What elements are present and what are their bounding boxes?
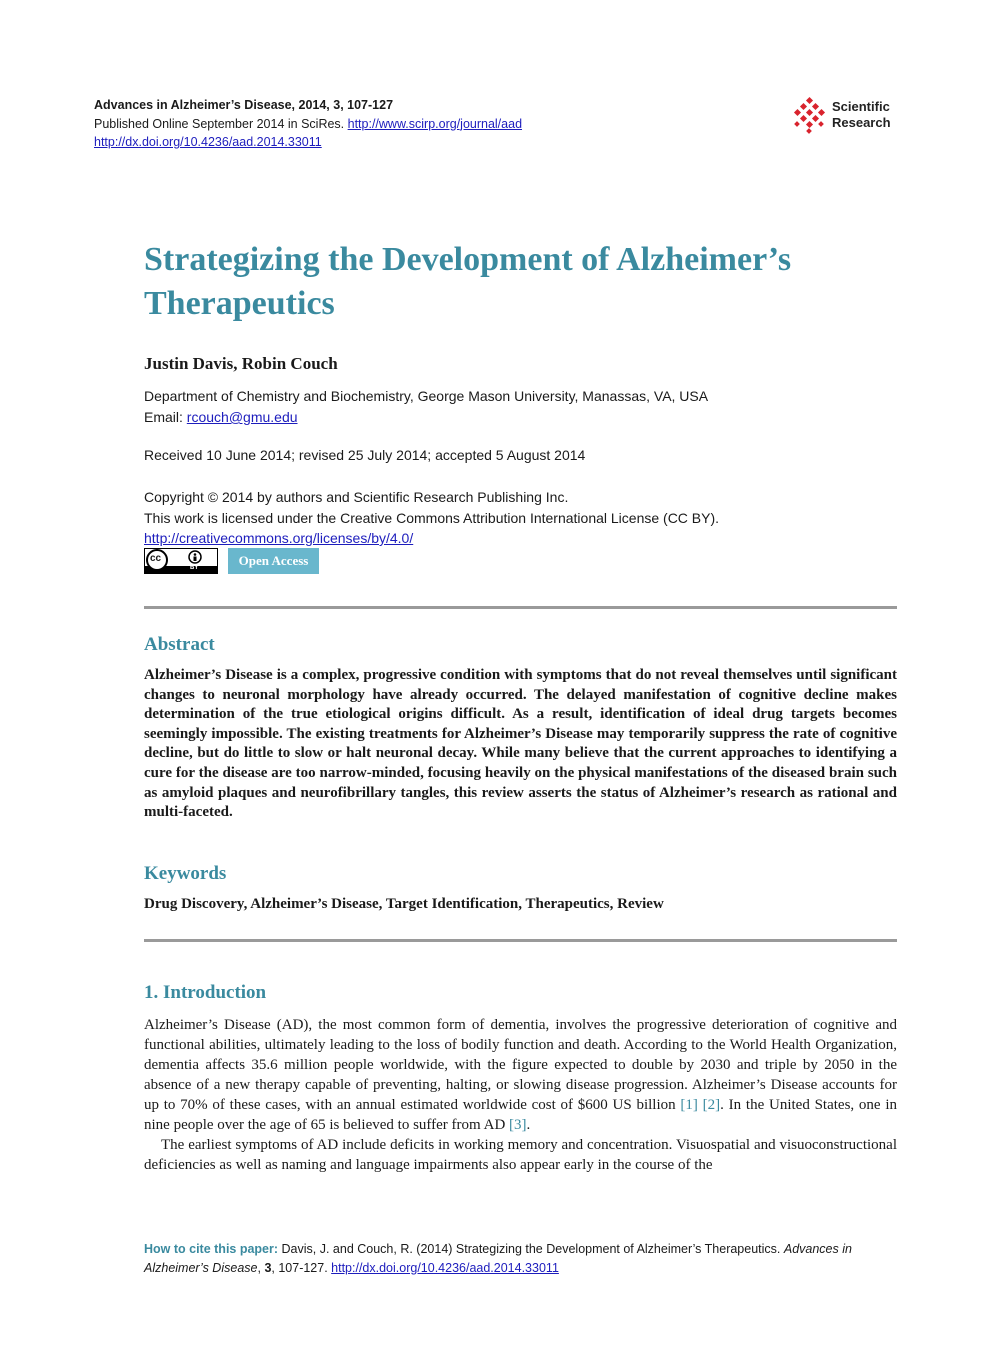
scientific-research-logo [790, 96, 910, 136]
reference-link-3[interactable]: [3] [509, 1117, 527, 1133]
published-line [94, 115, 522, 134]
reference-link-1[interactable]: [1] [680, 1097, 698, 1113]
email-label: Email: [144, 409, 187, 425]
intro-p1-text-b: . In the United States, one in nine people over the age of 65 is believed to suffer from AD [144, 1097, 898, 1133]
introduction-body [144, 1015, 897, 1175]
keywords-heading: Keywords [144, 863, 227, 884]
logo-line-1: Scientific [832, 99, 890, 114]
authors: Justin Davis, Robin Couch [144, 354, 338, 373]
license-url-link[interactable]: http://creativecommons.org/licenses/by/4.0/ [144, 530, 414, 546]
journal-citation-line: Advances in Alzheimer’s Disease, 2014, 3, 107-127 [94, 98, 394, 112]
logo-text [832, 99, 891, 131]
logo-diamonds-icon [790, 96, 830, 136]
affiliation-block [144, 386, 708, 428]
by-text: BY [190, 565, 199, 571]
divider-bottom [144, 939, 897, 942]
published-prefix: Published Online September 2014 in SciRes. [94, 116, 348, 131]
copyright-line: Copyright © 2014 by authors and Scientific Research Publishing Inc. [144, 489, 569, 505]
citation-journal: Advances in Alzheimer’s Disease [144, 1242, 852, 1275]
journal-url-link[interactable]: http://www.scirp.org/journal/aad [347, 116, 523, 131]
license-line: This work is licensed under the Creative Commons Attribution International License (CC BY). [144, 509, 720, 526]
logo-line-2: Research [832, 115, 891, 130]
journal-header [94, 96, 522, 152]
doi-link[interactable]: http://dx.doi.org/10.4236/aad.2014.33011 [94, 135, 322, 149]
divider-top [144, 606, 897, 609]
received-dates: Received 10 June 2014; revised 25 July 2014; accepted 5 August 2014 [144, 447, 586, 463]
affiliation: Department of Chemistry and Biochemistry, George Mason University, Manassas, VA, USA [144, 388, 709, 404]
open-access-badge[interactable]: Open Access [228, 548, 319, 574]
citation-volume: 3 [264, 1260, 272, 1275]
intro-paragraph-2: The earliest symptoms of AD include deficits in working memory and concentration. Visuospatial and visuoconstructional deficiencies as well as naming and language impairments also appear early in the course of the [144, 1137, 897, 1173]
email-line [144, 407, 708, 428]
citation-sep: , [257, 1260, 265, 1275]
email-link[interactable]: rcouch@gmu.edu [186, 409, 298, 425]
cc-by-badge[interactable] [144, 548, 218, 574]
citation-text: Davis, J. and Couch, R. (2014) Strategizing the Development of Alzheimer’s Therapeutics. [278, 1242, 784, 1256]
citation-label: How to cite this paper: [144, 1242, 279, 1256]
cc-text: cc [150, 553, 162, 564]
abstract-heading: Abstract [144, 634, 215, 655]
intro-paragraph-1 [144, 1015, 897, 1135]
citation-footer [144, 1240, 904, 1277]
reference-link-2[interactable]: [2] [702, 1097, 721, 1113]
citation-pages: , 107-127. [271, 1260, 332, 1275]
intro-p1-text-c: . [526, 1117, 531, 1133]
keywords-text: Drug Discovery, Alzheimer’s Disease, Target Identification, Therapeutics, Review [144, 896, 664, 912]
paper-title: Strategizing the Development of Alzheimer’s Therapeutics [144, 241, 792, 322]
abstract-text: Alzheimer’s Disease is a complex, progressive condition with symptoms that do not reveal themselves until significant changes to neuronal morphology have already occurred. The delayed manifestation of cognitive decline makes determination of the true etiological origins difficult. As a result, identification of ideal drug targets becomes seemingly impossible. The existing treatments for Alzheimer’s Disease may temporarily suppress the rate of cognitive decline, but do little to slow or halt neuronal decay. While many believe that the current approaches to identifying a cure for the disease are too narrow-minded, focusing heavily on the physical manifestations of the diseased brain such as amyloid plaques and neurofibrillary tangles, this review asserts the status of Alzheimer’s research as rational and multi-faceted. [144, 667, 897, 821]
copyright-block [144, 487, 719, 549]
intro-p1-text-a: Alzheimer’s Disease (AD), the most common form of dementia, involves the progressive deterioration of cognitive and functional abilities, ultimately leading to the loss of bodily function and death. According to the World Health Organization, dementia affects 35.6 million people worldwide, with the figure expected to double by 2030 and triple by 2050 in the absence of a new therapy capable of preventing, halting, or slowing disease progression. Alzheimer’s Disease accounts for up to 70% of these cases, with an annual estimated worldwide cost of $600 US billion [144, 1017, 897, 1113]
introduction-heading: 1. Introduction [144, 982, 267, 1003]
citation-doi-link[interactable]: http://dx.doi.org/10.4236/aad.2014.33011 [331, 1260, 559, 1275]
